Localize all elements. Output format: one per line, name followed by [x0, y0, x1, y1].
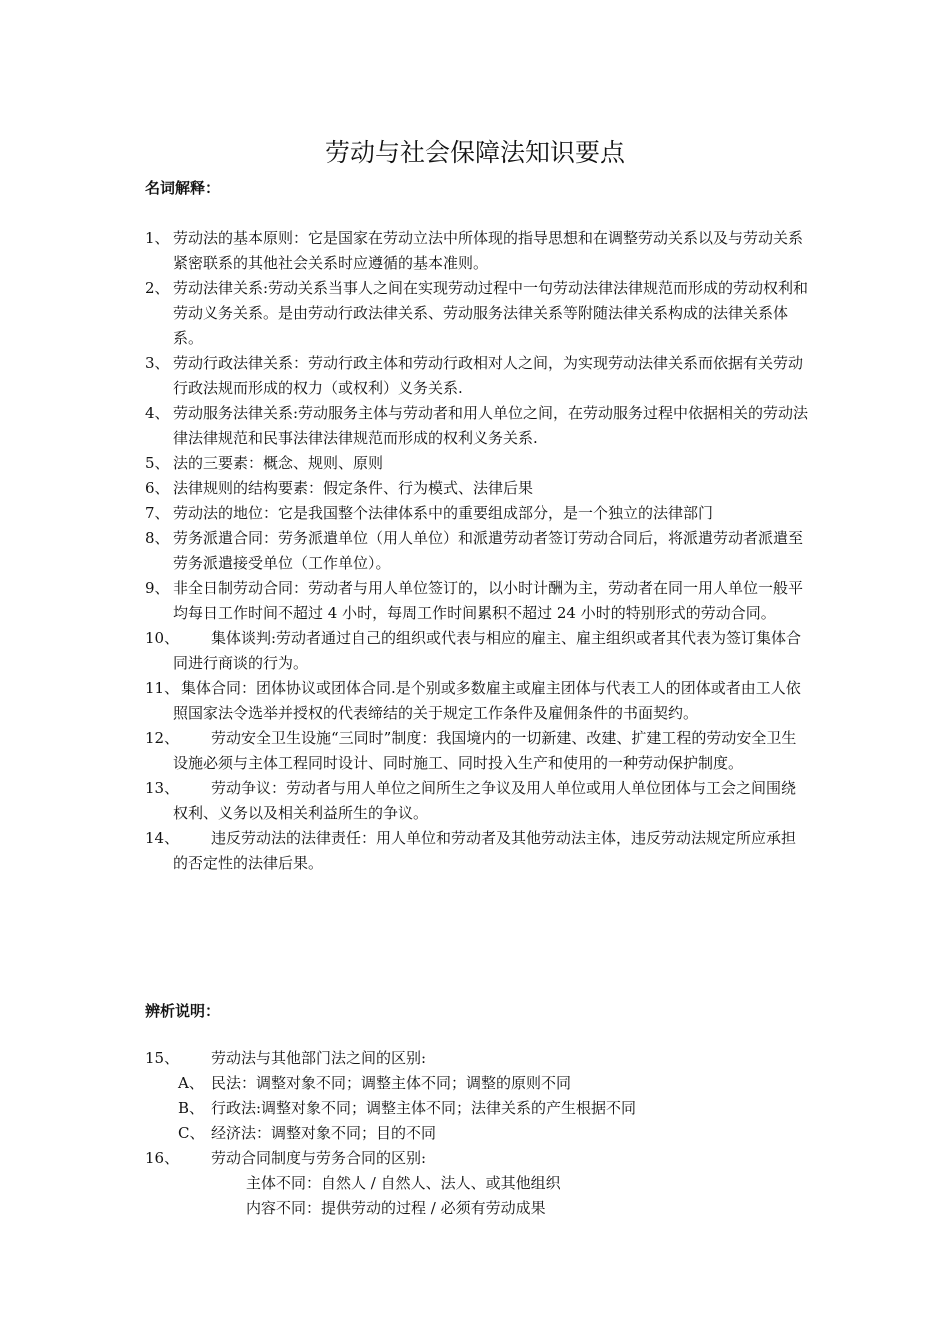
list-item: 9、 非全日制劳动合同：劳动者与用人单位签订的，以小时计酬为主，劳动者在同一用人单位一般平均每日工作时间不超过 4 小时，每周工作时间累积不超过 24 小时的特别形式的劳动合同。 [145, 579, 804, 622]
sub-item-text: 行政法:调整对象不同；调整主体不同；法律关系的产生根据不同 [211, 1099, 637, 1117]
sub-item-number: C、 [178, 1124, 205, 1142]
list-item: 3、 劳动行政法律关系：劳动行政主体和劳动行政相对人之间，为实现劳动法律关系而依据有关劳动行政法规而形成的权力（或权利）义务关系. [145, 354, 804, 397]
list-item: 10、 集体谈判:劳动者通过自己的组织或代表与相应的雇主、雇主组织或者其代表为签订集体合同进行商谈的行为。 [145, 629, 802, 672]
section-heading-analysis: 辨析说明： [145, 1002, 221, 1020]
list-item: 2、 劳动法律关系:劳动关系当事人之间在实现劳动过程中一句劳动法律法律规范而形成的劳动权利和劳动义务关系。是由劳动行政法律关系、劳动服务法律关系等附随法律关系构成的法律关系体系。 [145, 279, 809, 347]
list-item: 5、 法的三要素：概念、规则、原则 [145, 454, 384, 472]
comparison-line: 内容不同：提供劳动的过程 / 必须有劳动成果 [246, 1199, 546, 1217]
question-16-number: 16、 [145, 1149, 180, 1167]
list-item: 11、 集体合同：团体协议或团体合同.是个别或多数雇主或雇主团体与代表工人的团体或者由工人依照国家法令选举并授权的代表缔结的关于规定工作条件及雇佣条件的书面契约。 [145, 679, 801, 722]
section-heading-definitions: 名词解释： [145, 179, 221, 197]
list-item: 13、 劳动争议：劳动者与用人单位之间所生之争议及用人单位或用人单位团体与工会之间围绕权利、义务以及相关利益所生的争议。 [145, 779, 797, 822]
question-15-text: 劳动法与其他部门法之间的区别: [211, 1049, 427, 1067]
list-item: 4、 劳动服务法律关系:劳动服务主体与劳动者和用人单位之间，在劳动服务过程中依据相关的劳动法律法律规范和民事法律法律规范而形成的权利义务关系. [145, 404, 809, 447]
list-item: 7、 劳动法的地位：它是我国整个法律体系中的重要组成部分，是一个独立的法律部门 [145, 504, 714, 522]
sub-item-number: A、 [178, 1074, 204, 1092]
list-item: 8、 劳务派遣合同：劳务派遣单位（用人单位）和派遣劳动者签订劳动合同后，将派遣劳动者派遣至劳务派遣接受单位（工作单位）。 [145, 529, 804, 572]
sub-item-number: B、 [178, 1099, 205, 1117]
document-title: 劳动与社会保障法知识要点 [324, 138, 625, 167]
sub-item-text: 经济法：调整对象不同；目的不同 [211, 1124, 437, 1142]
question-16-text: 劳动合同制度与劳务合同的区别: [211, 1149, 427, 1167]
list-item: 1、 劳动法的基本原则：它是国家在劳动立法中所体现的指导思想和在调整劳动关系以及与劳动关系紧密联系的其他社会关系时应遵循的基本准则。 [145, 229, 804, 272]
sub-item-text: 民法：调整对象不同；调整主体不同；调整的原则不同 [211, 1074, 572, 1092]
comparison-line: 主体不同：自然人 / 自然人、法人、或其他组织 [246, 1174, 561, 1192]
question-15-number: 15、 [145, 1049, 180, 1067]
list-item: 12、 劳动安全卫生设施“三同时”制度：我国境内的一切新建、改建、扩建工程的劳动安全卫生设施必须与主体工程同时设计、同时施工、同时投入生产和使用的一种劳动保护制度。 [145, 729, 797, 772]
list-item: 14、 违反劳动法的法律责任：用人单位和劳动者及其他劳动法主体，违反劳动法规定所应承担的否定性的法律后果。 [145, 829, 797, 872]
definitions-list [145, 226, 810, 876]
list-item: 6、 法律规则的结构要素：假定条件、行为模式、法律后果 [145, 479, 534, 497]
